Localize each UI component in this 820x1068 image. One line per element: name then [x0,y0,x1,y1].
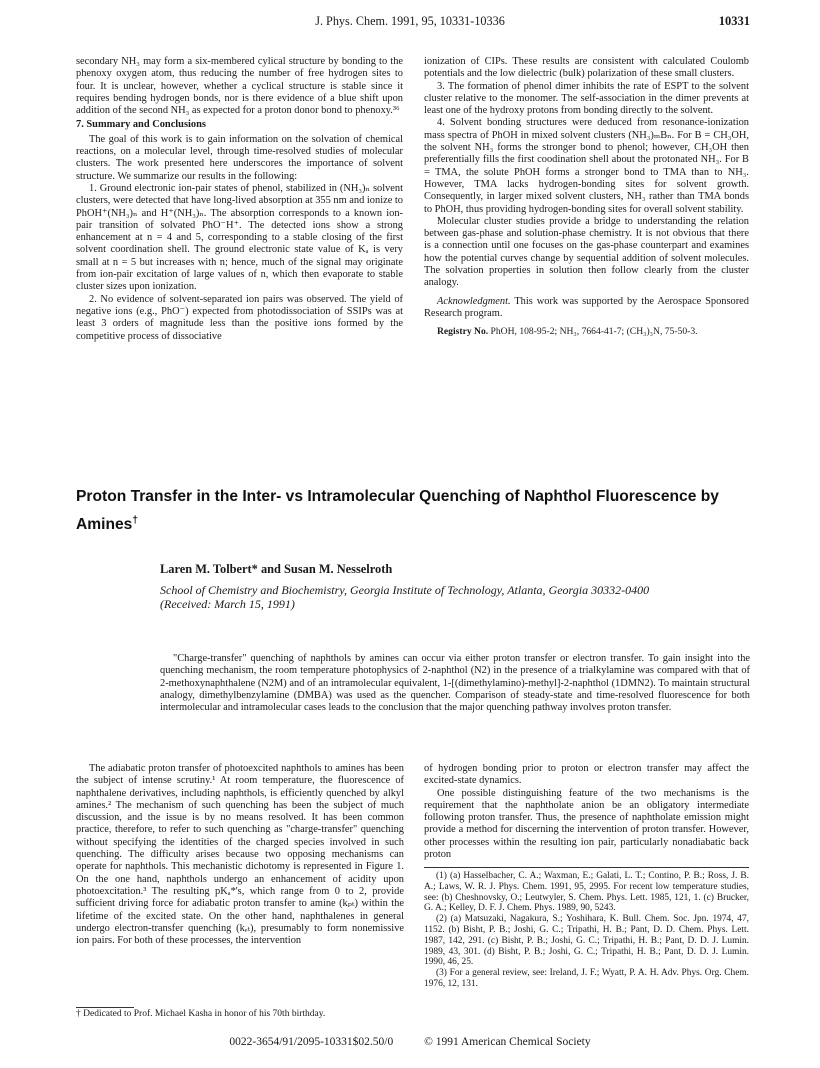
authors: Laren M. Tolbert* and Susan M. Nesselroth [160,562,393,576]
running-head: J. Phys. Chem. 1991, 95, 10331-10336 [315,14,505,28]
page-number: 10331 [718,14,750,28]
paragraph: of hydrogen bonding prior to proton or electron transfer may affect the excited-state dynamics. [424,763,749,787]
paragraph: 4. Solvent bonding structures were deduced from resonance-ionization mass spectra of PhOH in mixed solvent clusters (NH₃)ₘBₙ. For B = CH₃OH, the solvent NH₃ forms the stronger bond to phenol; however, CH₃OH then preferentially fills the first coodination shell about the protonated NH₃. For B = TMA, the solute PhOH forms a stronger bond to TMA than to NH₃. However, TMA lacks hydrogen-bonding sites for solvent growth. Consequently, in larger mixed solvent clusters, NH₃ rather than TMA bonds to PhOH, thus providing hydrogen-bonding sites for overall solvent stability. [424,117,749,215]
paragraph: secondary NH₃ may form a six-membered cylical structure by bonding to the phenoxy oxygen atom, thus reducing the number of free hydrogen sites to four. It is unclear, however, whether a cyclical structure is stable since it requires bending hydrogen bonds, nor is there evidence of a blue shift upon addition of the second NH₃ as expected for a proton donor bond to phenoxy.³⁶ [76,56,403,117]
paragraph: One possible distinguishing feature of the two mechanisms is the requirement that the naphtholate anion be an obligatory intermediate following proton transfer. Thus, the presence of naphtholate emission might provide a method for discerning the intervention of proton transfer. However, other processes within the resulting ion pair, particularly nonadiabatic back proton [424,787,749,861]
registry-numbers [424,326,749,338]
affiliation-block [160,583,750,611]
registry-label: Registry No. [437,326,489,338]
acknowledgment-label: Acknowledgment. [437,295,511,307]
section-heading: 7. Summary and Conclusions [76,119,206,131]
paragraph: ionization of CIPs. These results are consistent with calculated Coulomb potentials and the low dielectric (bulk) polarization of these small clusters. [424,56,749,80]
article-title-text: Proton Transfer in the Inter- vs Intramolecular Quenching of Naphthol Fluorescence by Amines [76,488,719,534]
affiliation: School of Chemistry and Biochemistry, Georgia Institute of Technology, Atlanta, Georgia 30332-0400 [160,583,650,597]
paragraph: 1. Ground electronic ion-pair states of phenol, stabilized in (NH₃)ₙ solvent clusters, were detected that have long-lived absorption at 355 nm and ionize to PhOH⁺(NH₃)ₙ and H⁺(NH₃)ₙ. The absorption corresponds to a known ion-pair transition of solvated PhO⁻H⁺. The detected ions show a strong enhancement at n = 4 and 5, corresponding to a stable closing of the first solvent coordination shell. The ground electronic state value of Kₐ is very small at n = 5 but increases with n; hence, much of the signal may originate from ion-pair excitation of large values of n, which then evaporate to stable cluster sizes upon ionization. [76,182,403,293]
paragraph: 2. No evidence of solvent-separated ion pairs was observed. The yield of negative ions (e.g., PhO⁻) expected from photodissociation of SSIPs was at least 3 orders of magnitude less than the positive ions formed by the competitive process of dissociative [76,293,403,342]
paragraph: The goal of this work is to gain information on the solvation of chemical reactions, on a molecular level, through time-resolved studies of molecular clusters. The work presented here underscores the importance of solvent structure. We summarize our results in the following: [76,133,403,182]
reference-item: (2) (a) Matsuzaki, Nagakura, S.; Yoshihara, K. Bull. Chem. Soc. Jpn. 1974, 47, 1152. (b) Bisht, P. B.; Joshi, G. C.; Tripathi, H. B.; Pant, D. D. Chem. Phys. Lett. 1987, 142, 291. (c) Bisht, P. B.; Joshi, G. C.; Tripathi, H. B.; Pant, D. D. J. Lumin. 1989, 43, 301. (d) Bisht, P. B.; Joshi, G. C.; Tripathi, H. B.; Pant, D. D. J. Lumin. 1990, 46, 25. [424,914,749,968]
paragraph: Molecular cluster studies provide a bridge to understanding the relation between gas-phase and solution-phase chemistry. It is not obvious that there is a connection until one focuses on the gas-phase counterpart and examines how the potential curves change by sequential addition of solvent molecules. The solvation properties in solution then follow clearly from the cluster analogy. [424,215,749,289]
article-title [76,485,766,537]
previous-article-right-column [424,56,749,339]
footnote-divider [76,1007,134,1008]
paragraph: 3. The formation of phenol dimer inhibits the rate of ESPT to the solvent cluster relative to the monomer. The self-association in the dimer prevents at least one of the hydroxy protons from bonding directly to the solvent. [424,80,749,117]
references [424,871,749,990]
paragraph: The adiabatic proton transfer of photoexcited naphthols to amines has been the subject of intense scrutiny.¹ At room temperature, the fluorescence of naphthalene derivatives, including naphthols, is efficiently quenched by alkyl amines.² The mechanism of such quenching has been the subject of much discussion, and the issue is by no means resolved. It has been common practice, therefore, to refer to such quenching as "charge-transfer" quenching without specifying the identities of the charged species involved in such quenching. The difficulty arises because two opposing mechanisms can operate for naphthols. This mechanistic dichotomy is represented in Figure 1. On the one hand, naphthols undergo an enhancement of acidity upon photoexcitation.³ The resulting pKₐ*'s, which range from 0 to 2, provide sufficient driving force for adiabatic proton transfer to amine (kₚₜ) within the lifetime of the excited state. On the other hand, naphthalenes in general undergo electron-transfer quenching (kₑₜ), presumably to form nonemissive ion pairs. For both of these processes, the intervention [76,763,404,947]
dedication-footnote: † Dedicated to Prof. Michael Kasha in honor of his 70th birthday. [76,1009,326,1019]
previous-article-left-column [76,56,403,343]
received-date: (Received: March 15, 1991) [160,597,295,611]
article-code: 0022-3654/91/2095-10331$02.50/0 [229,1036,394,1048]
registry-text: PhOH, 108-95-2; NH₃, 7664-41-7; (CH₃)₃N, 75-50-3. [488,326,698,338]
acknowledgment [424,296,749,321]
copyright: © 1991 American Chemical Society [424,1036,591,1048]
acknowledgment-text: This work was supported by the Aerospace Sponsored Research program. [424,295,749,319]
abstract: "Charge-transfer" quenching of naphthols by amines can occur via either proton transfer or electron transfer. To gain insight into the quenching mechanism, the room temperature photophysics of 2-naphthol (N2) in the presence of a trialkylamine was compared with that of 2-methoxynaphthalene (N2M) and of an intramolecular equivalent, 1-[(dimethylamino)-methyl]-2-naphthol (1DMN2). To maintain structural analogy, dimethylbenzylamine (DMBA) was used as the quencher. Comparison of steady-state and time-resolved fluorescence for both intermolecular and intramolecular cases leads to the conclusion that the major quenching pathway involves proton transfer. [160,653,750,714]
body-left-column [76,763,404,947]
reference-item: (3) For a general review, see: Ireland, J. F.; Wyatt, P. A. H. Adv. Phys. Org. Chem. 1976, 12, 131. [424,968,749,989]
page-footer [0,1036,820,1048]
body-right-column [424,763,749,861]
reference-item: (1) (a) Hasselbacher, C. A.; Waxman, E.; Galati, L. T.; Contino, P. B.; Ross, J. B. A.; Laws, W. R. J. Phys. Chem. 1991, 95, 2995. For recent low temperature studies, see: (b) Cheshnovsky, O.; Leutwyler, S. Chem. Phys. Lett. 1985, 121, 1. (c) Brucker, G. A.; Kelley, D. F. J. Chem. Phys. 1989, 90, 5243. [424,871,749,914]
references-divider [424,867,749,868]
page-header [0,14,820,34]
title-footnote-mark: † [132,515,138,526]
